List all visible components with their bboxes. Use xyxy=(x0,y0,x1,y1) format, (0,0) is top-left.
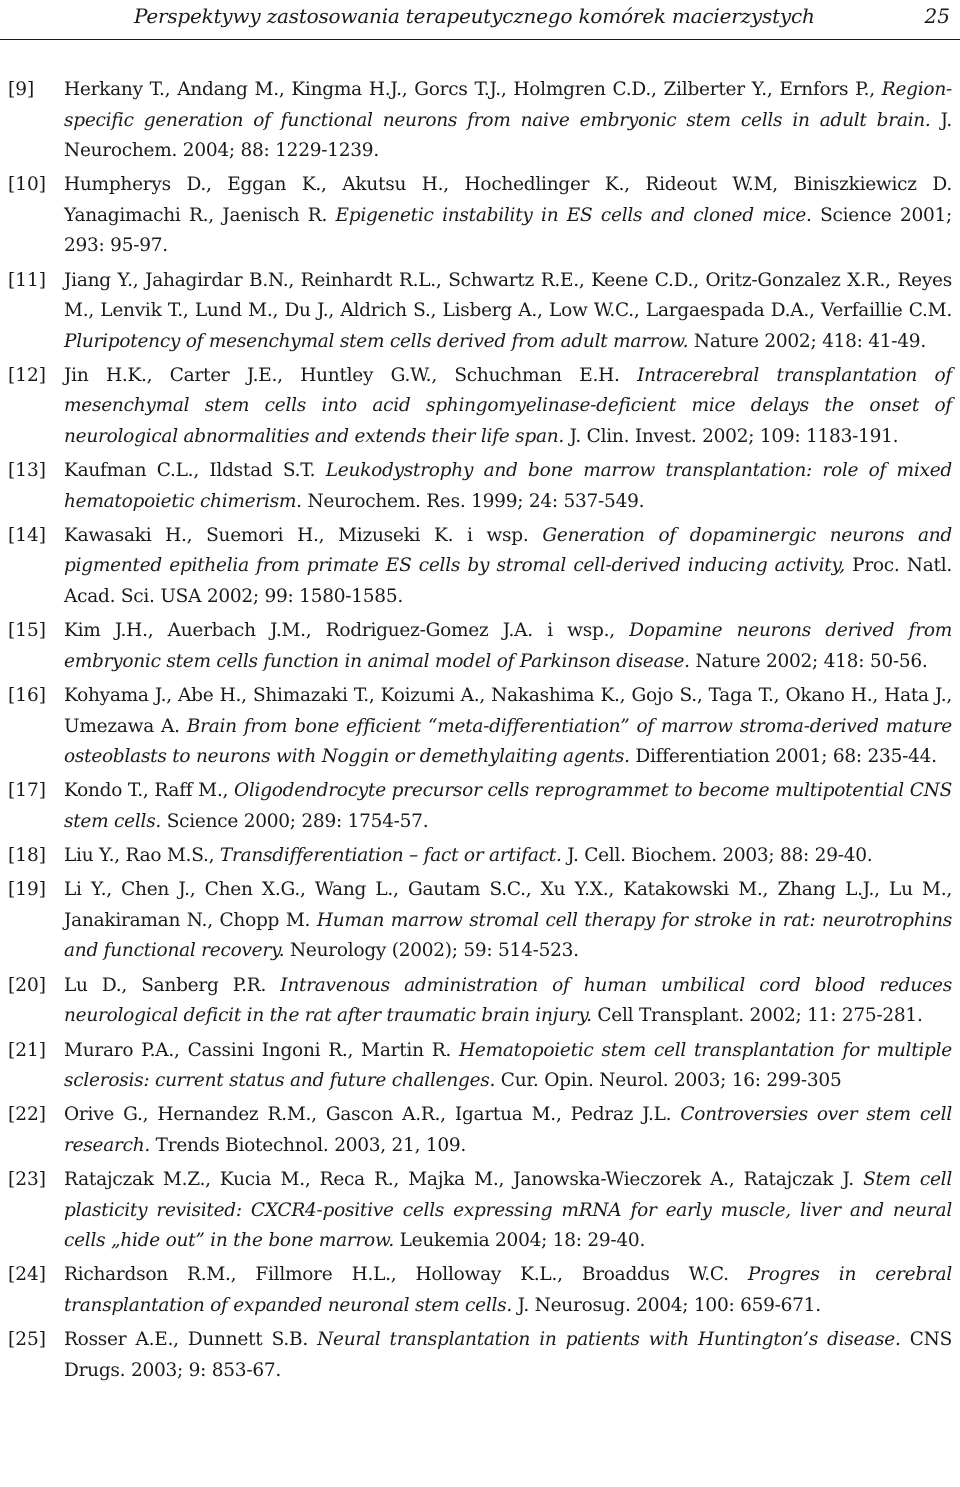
reference-item xyxy=(0,456,952,517)
reference-authors: Jin H.K., Carter J.E., Huntley G.W., Schuchman E.H. xyxy=(64,364,638,386)
reference-source: Proc. Natl. Acad. Sci. USA 2002; 99: 1580-1585. xyxy=(64,555,952,607)
reference-authors: Kawasaki H., Suemori H., Mizuseki K. i wsp. xyxy=(64,524,543,546)
reference-item xyxy=(0,1036,952,1097)
reference-authors: Muraro P.A., Cassini Ingoni R., Martin R. xyxy=(64,1039,459,1061)
reference-item xyxy=(0,841,952,872)
reference-text xyxy=(64,170,952,262)
reference-number: [13] xyxy=(8,460,46,482)
reference-authors: Li Y., Chen J., Chen X.G., Wang L., Gautam S.C., Xu Y.X., Katakowski M., Zhang L.J., Lu M., Janakiraman N., Chopp M. xyxy=(64,879,952,931)
reference-source: Cur. Opin. Neurol. 2003; 16: 299-305 xyxy=(495,1070,842,1092)
reference-item xyxy=(0,266,952,358)
reference-item xyxy=(0,1325,952,1386)
reference-item xyxy=(0,776,952,837)
reference-list xyxy=(0,75,952,1390)
reference-authors: Richardson R.M., Fillmore H.L., Holloway K.L., Broaddus W.C. xyxy=(64,1264,748,1286)
page-number: 25 xyxy=(924,4,950,28)
reference-source: Differentiation 2001; 68: 235-44. xyxy=(629,746,937,768)
reference-number: [18] xyxy=(8,845,46,867)
reference-text xyxy=(64,1325,952,1386)
reference-text xyxy=(64,1260,952,1321)
reference-number: [14] xyxy=(8,524,46,546)
reference-title: Neural transplantation in patients with Huntington’s disease. xyxy=(317,1329,901,1351)
reference-authors: Rosser A.E., Dunnett S.B. xyxy=(64,1329,318,1351)
reference-authors: Humpherys D., Eggan K., Akutsu H., Hochedlinger K., Rideout W.M, Biniszkiewicz D. Yanagimachi R., Jaenisch R. xyxy=(64,174,952,226)
reference-text xyxy=(64,1036,952,1097)
reference-title: Transdifferentiation – fact or artifact. xyxy=(219,845,562,867)
reference-title: Human marrow stromal cell therapy for stroke in rat: neurotrophins and functional recovery. xyxy=(64,909,952,962)
reference-authors: Kim J.H., Auerbach J.M., Rodriguez-Gomez J.A. i wsp., xyxy=(64,620,630,642)
reference-text xyxy=(64,75,952,167)
reference-number: [24] xyxy=(8,1264,46,1286)
reference-item xyxy=(0,875,952,967)
reference-text xyxy=(64,521,952,613)
reference-source: J. Neurochem. 2004; 88: 1229-1239. xyxy=(64,109,952,161)
reference-source: Science 2001; 293: 95-97. xyxy=(64,204,952,257)
reference-authors: Orive G., Hernandez R.M., Gascon A.R., Igartua M., Pedraz J.L. xyxy=(64,1104,681,1126)
reference-title: Stem cell plasticity revisited: CXCR4-positive cells expressing mRNA for early muscle, liver and neural cells „hide out” in the bone marrow. xyxy=(64,1169,952,1252)
reference-source: Nature 2002; 418: 41-49. xyxy=(688,330,926,352)
reference-title: Oligodendrocyte precursor cells reprogrammet to become multipotential CNS stem cells. xyxy=(64,780,952,832)
reference-title: Pluripotency of mesenchymal stem cells derived from adult marrow. xyxy=(64,330,689,352)
reference-source: Leukemia 2004; 18: 29-40. xyxy=(393,1230,646,1252)
reference-text xyxy=(64,1165,952,1257)
reference-authors: Ratajczak M.Z., Kucia M., Reca R., Majka M., Janowska-Wieczorek A., Ratajczak J. xyxy=(64,1169,864,1191)
running-header xyxy=(0,0,960,40)
reference-authors: Liu Y., Rao M.S., xyxy=(64,845,220,867)
reference-text xyxy=(64,1100,952,1161)
reference-source: Trends Biotechnol. 2003, 21, 109. xyxy=(150,1134,467,1156)
reference-item xyxy=(0,521,952,613)
reference-title: Brain from bone efficient “meta-differentiation” of marrow stroma-derived mature osteoblasts to neurons with Noggin or demethylaiting agents. xyxy=(64,715,952,768)
reference-title: Hematopoietic stem cell transplantation for multiple sclerosis: current status and future challenges. xyxy=(64,1039,952,1092)
reference-number: [15] xyxy=(8,620,46,642)
reference-item xyxy=(0,616,952,677)
reference-source: CNS Drugs. 2003; 9: 853-67. xyxy=(64,1329,952,1381)
reference-source: Neurochem. Res. 1999; 24: 537-549. xyxy=(301,490,645,512)
reference-title: Intracerebral transplantation of mesenchymal stem cells into acid sphingomyelinase-deficient mice delays the onset of neurological abnormalities and extends their life span. xyxy=(64,364,952,447)
reference-authors: Lu D., Sanberg P.R. xyxy=(64,974,281,996)
reference-item xyxy=(0,681,952,773)
reference-title: Region-specific generation of functional neurons from naive embryonic stem cells in adult brain. xyxy=(64,79,952,131)
reference-source: Neurology (2002); 59: 514-523. xyxy=(284,940,579,962)
reference-item xyxy=(0,170,952,262)
reference-source: Nature 2002; 418: 50-56. xyxy=(689,650,928,672)
reference-source: J. Clin. Invest. 2002; 109: 1183-191. xyxy=(564,425,899,447)
reference-source: J. Cell. Biochem. 2003; 88: 29-40. xyxy=(561,845,873,867)
reference-text xyxy=(64,361,952,453)
reference-authors: Jiang Y., Jahagirdar B.N., Reinhardt R.L., Schwartz R.E., Keene C.D., Oritz-Gonzalez X.R., Reyes M., Lenvik T., Lund M., Du J., Aldrich S., Lisberg A., Low W.C., Largaespada D.A., Verfaillie C.M. xyxy=(64,269,952,322)
reference-number: [16] xyxy=(8,685,46,707)
reference-number: [23] xyxy=(8,1169,46,1191)
reference-item xyxy=(0,75,952,167)
reference-title: Epigenetic instability in ES cells and cloned mice. xyxy=(335,204,812,226)
reference-item xyxy=(0,971,952,1032)
reference-authors: Herkany T., Andang M., Kingma H.J., Gorcs T.J., Holmgren C.D., Zilberter Y., Ernfors P., xyxy=(64,79,882,100)
reference-text xyxy=(64,841,952,872)
reference-item xyxy=(0,1165,952,1257)
reference-title: Controversies over stem cell research. xyxy=(64,1104,952,1156)
reference-number: [21] xyxy=(8,1039,46,1061)
header-title: Perspektywy zastosowania terapeutycznego komórek macierzystych xyxy=(134,4,815,28)
reference-number: [17] xyxy=(8,780,46,802)
reference-text xyxy=(64,616,952,677)
reference-item xyxy=(0,1100,952,1161)
reference-number: [20] xyxy=(8,974,46,996)
reference-number: [12] xyxy=(8,364,46,386)
reference-number: [11] xyxy=(8,269,46,291)
reference-text xyxy=(64,456,952,517)
reference-text xyxy=(64,681,952,773)
reference-authors: Kaufman C.L., Ildstad S.T. xyxy=(64,460,326,482)
reference-number: [10] xyxy=(8,174,46,196)
reference-authors: Kondo T., Raff M., xyxy=(64,780,234,802)
reference-title: Progres in cerebral transplantation of expanded neuronal stem cells. xyxy=(64,1264,952,1316)
reference-authors: Kohyama J., Abe H., Shimazaki T., Koizumi A., Nakashima K., Gojo S., Taga T., Okano H., Hata J., Umezawa A. xyxy=(64,685,952,737)
reference-number: [25] xyxy=(8,1329,46,1351)
reference-number: [22] xyxy=(8,1104,46,1126)
reference-title: Generation of dopaminergic neurons and pigmented epithelia from primate ES cells by stromal cell-derived inducing activity, xyxy=(64,524,953,577)
reference-number: [19] xyxy=(8,879,46,901)
reference-text xyxy=(64,266,952,358)
reference-number: [9] xyxy=(8,79,35,100)
reference-text xyxy=(64,776,952,837)
reference-title: Leukodystrophy and bone marrow transplantation: role of mixed hematopoietic chimerism. xyxy=(64,460,952,512)
reference-text xyxy=(64,875,952,967)
reference-item xyxy=(0,361,952,453)
reference-title: Intravenous administration of human umbilical cord blood reduces neurological deficit in the rat after traumatic brain injury. xyxy=(64,974,952,1027)
reference-title: Dopamine neurons derived from embryonic stem cells function in animal model of Parkinson disease. xyxy=(64,620,952,672)
reference-source: Science 2000; 289: 1754-57. xyxy=(161,810,429,832)
reference-source: J. Neurosug. 2004; 100: 659-671. xyxy=(512,1294,821,1316)
reference-text xyxy=(64,971,952,1032)
reference-item xyxy=(0,1260,952,1321)
reference-source: Cell Transplant. 2002; 11: 275-281. xyxy=(591,1005,923,1027)
